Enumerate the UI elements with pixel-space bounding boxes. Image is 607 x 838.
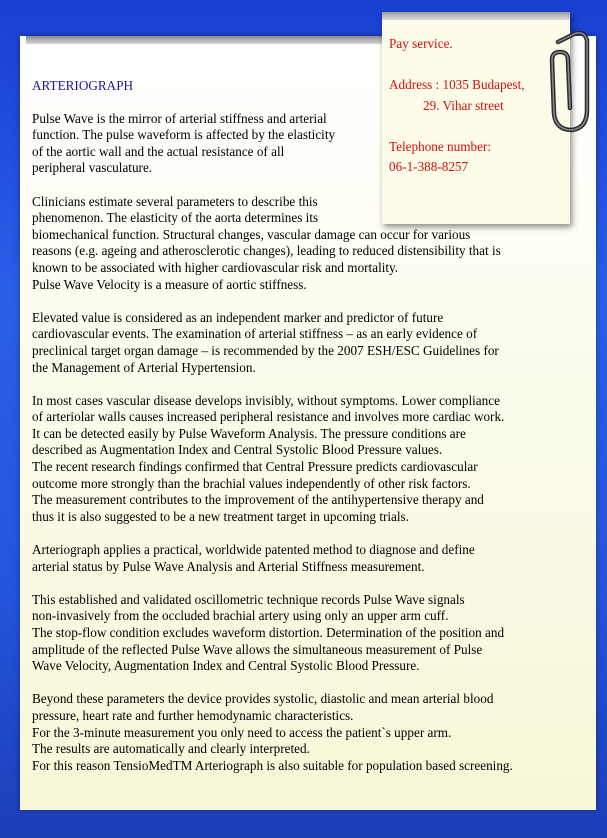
text-line: The recent research findings confirmed that Central Pressure predicts cardiovascular: [32, 459, 478, 475]
text-line: Pulse Wave is the mirror of arterial stiffness and arterial: [32, 110, 327, 126]
article-title: ARTERIOGRAPH: [32, 78, 134, 93]
spacer: [389, 55, 525, 76]
text-line: of the aortic wall and the actual resistance of all: [32, 143, 285, 159]
text-line: arterial status by Pulse Wave Analysis and Arterial Stiffness measurement.: [32, 558, 425, 574]
text-line: The results are automatically and clearly interpreted.: [32, 741, 310, 757]
phone-number: 06-1-388-8257: [389, 159, 469, 174]
text-line: reasons (e.g. ageing and atherosclerotic changes), leading to reduced distensibility that is: [32, 243, 501, 259]
text-line: Elevated value is considered as an independent marker and predictor of future: [32, 309, 444, 325]
address-line: Address : 1035 Budapest,: [389, 77, 525, 92]
article-paragraph: [32, 310, 596, 376]
text-line: The measurement contributes to the improvement of the antihypertensive therapy and: [32, 492, 484, 508]
text-line: biomechanical function. Structural changes, vascular damage can occur for various: [32, 226, 471, 242]
text-line: preclinical target organ damage – is recommended by the 2007 ESH/ESC Guidelines for: [32, 342, 499, 358]
spacer: [389, 116, 525, 137]
address-line: 29. Vihar street: [423, 97, 504, 113]
text-line: For this reason TensioMedTM Arteriograph is also suitable for population based screening.: [32, 757, 513, 773]
text-line: outcome more strongly than the brachial values independently of other risk factors.: [32, 475, 471, 491]
article-paragraph: [32, 542, 596, 575]
article-paragraph: [32, 592, 596, 675]
text-line: thus it is also suggested to be a new treatment target in upcoming trials.: [32, 508, 409, 524]
phone-label: Telephone number:: [389, 138, 491, 154]
text-line: The stop-flow condition excludes waveform distortion. Determination of the position and: [32, 625, 505, 640]
text-line: For the 3-minute measurement you only need to access the patient`s upper arm.: [32, 724, 452, 740]
service-label: Pay service.: [389, 36, 453, 51]
text-line: Wave Velocity, Augmentation Index and Central Systolic Blood Pressure.: [32, 658, 420, 674]
text-line: amplitude of the reflected Pulse Wave allows the simultaneous measurement of Pulse: [32, 641, 483, 657]
text-line: of arteriolar walls causes increased peripheral resistance and involves more cardiac work.: [32, 409, 505, 425]
text-line: Beyond these parameters the device provides systolic, diastolic and mean arterial blood: [32, 691, 494, 707]
text-line: function. The pulse waveform is affected by the elasticity: [32, 127, 336, 143]
text-line: Clinicians estimate several parameters to describe this: [32, 193, 318, 209]
text-line: In most cases vascular disease develops invisibly, without symptoms. Lower compliance: [32, 392, 500, 408]
text-line: cardiovascular events. The examination of arterial stiffness – as an early evidence of: [32, 326, 478, 342]
paperclip-icon: [536, 26, 592, 144]
text-line: Pulse Wave Velocity is a measure of aortic stiffness.: [32, 276, 307, 292]
text-line: phenomenon. The elasticity of the aorta determines its: [32, 210, 319, 226]
text-line: peripheral vasculature.: [32, 160, 153, 176]
article-paragraph: [32, 691, 596, 774]
text-line: the Management of Arterial Hypertension.: [32, 359, 256, 375]
text-line: described as Augmentation Index and Central Systolic Blood Pressure values.: [32, 442, 443, 458]
text-line: known to be associated with higher cardiovascular risk and mortality.: [32, 259, 399, 275]
text-line: pressure, heart rate and further hemodynamic characteristics.: [32, 707, 354, 723]
text-line: This established and validated oscillometric technique records Pulse Wave signals: [32, 591, 465, 607]
contact-note-text: [389, 34, 525, 178]
text-line: It can be detected easily by Pulse Waveform Analysis. The pressure conditions are: [32, 425, 466, 441]
article-paragraph: [32, 393, 596, 526]
text-line: Arteriograph applies a practical, worldwide patented method to diagnose and define: [32, 542, 475, 558]
text-line: non-invasively from the occluded brachial artery using only an upper arm cuff.: [32, 608, 449, 624]
